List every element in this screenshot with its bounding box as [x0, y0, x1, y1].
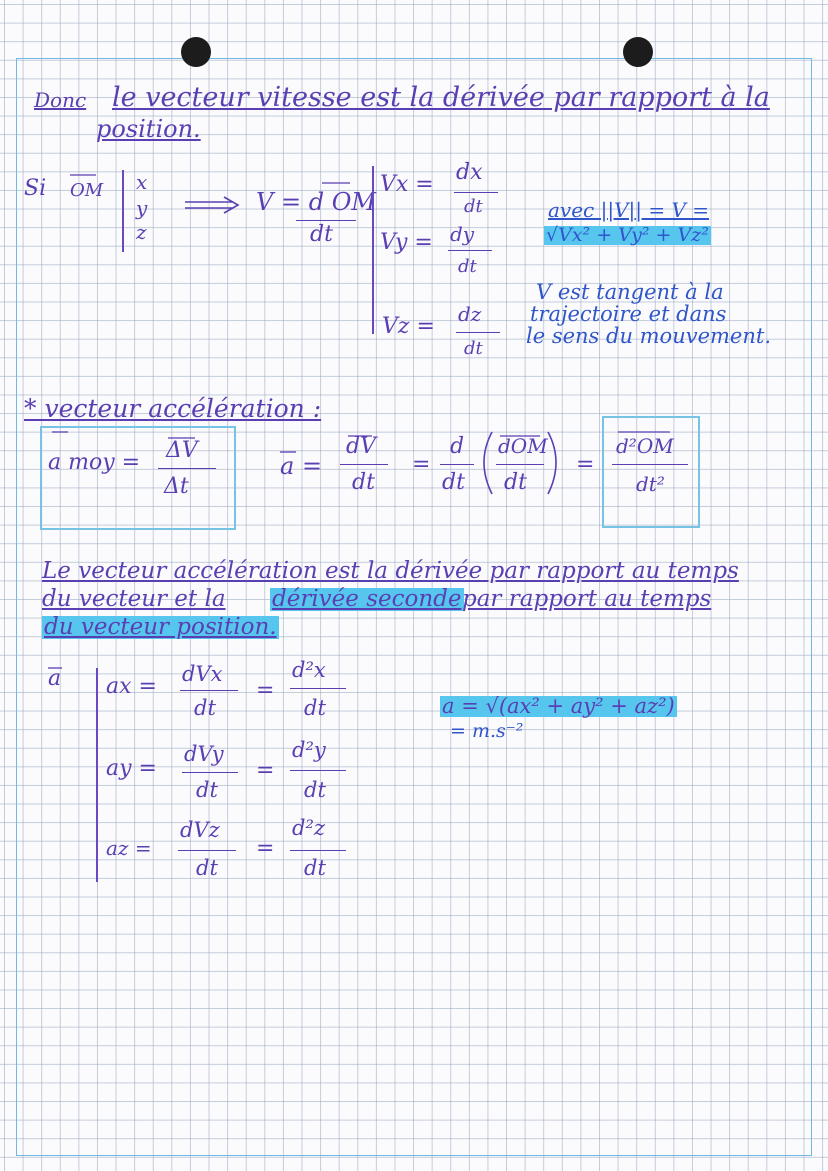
position-components-bar: [122, 170, 124, 252]
acceleration-unit: = m.s⁻²: [450, 720, 524, 742]
delta-v: ΔV: [166, 438, 198, 463]
delta-t: Δt: [164, 474, 189, 499]
intro-donc: Donc: [34, 88, 87, 112]
vz-label: Vz =: [382, 314, 435, 339]
fraction-bar: [290, 688, 346, 689]
average-acceleration-box: [40, 426, 236, 530]
dom: dOM: [498, 434, 548, 458]
sentence-line-2c: par rapport au temps: [462, 586, 712, 612]
d2om: d²OM: [616, 434, 674, 458]
fraction-bar: [456, 332, 500, 333]
position-x: x: [136, 170, 148, 194]
d2x: d²x: [292, 658, 326, 682]
dv-dt: dt: [352, 470, 375, 495]
equals-sign: =: [576, 452, 595, 477]
ax-label: ax =: [106, 674, 157, 699]
sentence-line-1: Le vecteur accélération est la dérivée par rapport au temps: [42, 558, 739, 584]
velocity-si: Si: [24, 176, 47, 201]
a-moy-label: a moy =: [48, 450, 141, 475]
equals-sign: =: [256, 678, 275, 703]
d-operator-dt: dt: [442, 470, 465, 495]
fraction-bar: [440, 464, 474, 465]
d-operator: d: [450, 434, 465, 459]
intro-line-1: le vecteur vitesse est la dérivée par rapport à la: [112, 82, 770, 113]
dvx: dVx: [182, 662, 223, 686]
fraction-bar: [448, 250, 492, 251]
velocity-components-bar: [372, 166, 374, 334]
fraction-bar: [182, 772, 238, 773]
dvy-dt: dt: [196, 778, 218, 802]
d2y: d²y: [292, 738, 326, 762]
vz-dt: dt: [464, 338, 483, 359]
dvz: dVz: [180, 818, 220, 842]
d2z: d²z: [292, 816, 325, 840]
dv: dV: [346, 434, 376, 459]
fraction-bar: [340, 464, 388, 465]
position-y: y: [136, 196, 148, 220]
dom-dt: dt: [504, 470, 527, 495]
fraction-bar: [496, 464, 544, 465]
ay-label: ay =: [106, 756, 157, 781]
equals-sign: =: [256, 836, 275, 861]
acceleration-norm: a = √(ax² + ay² + az²): [442, 694, 675, 718]
fraction-bar: [158, 468, 216, 469]
fraction-bar: [296, 220, 356, 221]
dvz-dt: dt: [196, 856, 218, 880]
vx-label: Vx =: [380, 172, 434, 197]
vy-label: Vy =: [380, 230, 433, 255]
fraction-bar: [454, 192, 498, 193]
a-equals: a =: [280, 452, 323, 480]
implies-arrow-head: [224, 197, 238, 213]
fraction-bar: [612, 464, 688, 465]
d2z-dt: dt: [304, 856, 326, 880]
tangent-line-3: le sens du mouvement.: [526, 324, 771, 348]
fraction-bar: [178, 850, 236, 851]
vy-dy: dy: [450, 222, 475, 246]
acceleration-title: * vecteur accélération :: [24, 394, 322, 423]
sentence-line-2a: du vecteur et la: [42, 586, 226, 612]
equals-sign: =: [412, 452, 431, 477]
vx-dx: dx: [456, 160, 483, 185]
d2x-dt: dt: [304, 696, 326, 720]
open-parenthesis: [484, 432, 492, 494]
dt-squared: dt²: [636, 472, 665, 496]
acceleration-components-bar: [96, 668, 98, 882]
a-vector-label: a: [48, 666, 62, 691]
avec-norm: avec ||V|| = V =: [548, 198, 710, 222]
velocity-dt: dt: [310, 222, 333, 247]
dvy: dVy: [184, 742, 224, 766]
fraction-bar: [290, 770, 346, 771]
vx-dt: dt: [464, 196, 483, 217]
sentence-line-3: du vecteur position.: [44, 614, 277, 640]
dvx-dt: dt: [194, 696, 216, 720]
vy-dt: dt: [458, 256, 477, 277]
velocity-om: OM: [70, 180, 104, 201]
norm-formula: √Vx² + Vy² + Vz²: [546, 224, 709, 246]
position-z: z: [136, 220, 147, 244]
az-label: az =: [106, 836, 152, 860]
equals-sign: =: [256, 758, 275, 783]
fraction-bar: [180, 690, 238, 691]
velocity-definition: V = d OM: [256, 188, 376, 216]
tangent-line-2: trajectoire et dans: [530, 302, 727, 326]
fraction-bar: [290, 850, 346, 851]
intro-line-2: position.: [96, 115, 201, 143]
close-parenthesis: [548, 432, 556, 494]
tangent-line-1: V est tangent à la: [536, 280, 724, 304]
vz-dz: dz: [458, 302, 482, 326]
d2y-dt: dt: [304, 778, 326, 802]
sentence-highlight: dérivée seconde: [272, 586, 462, 612]
